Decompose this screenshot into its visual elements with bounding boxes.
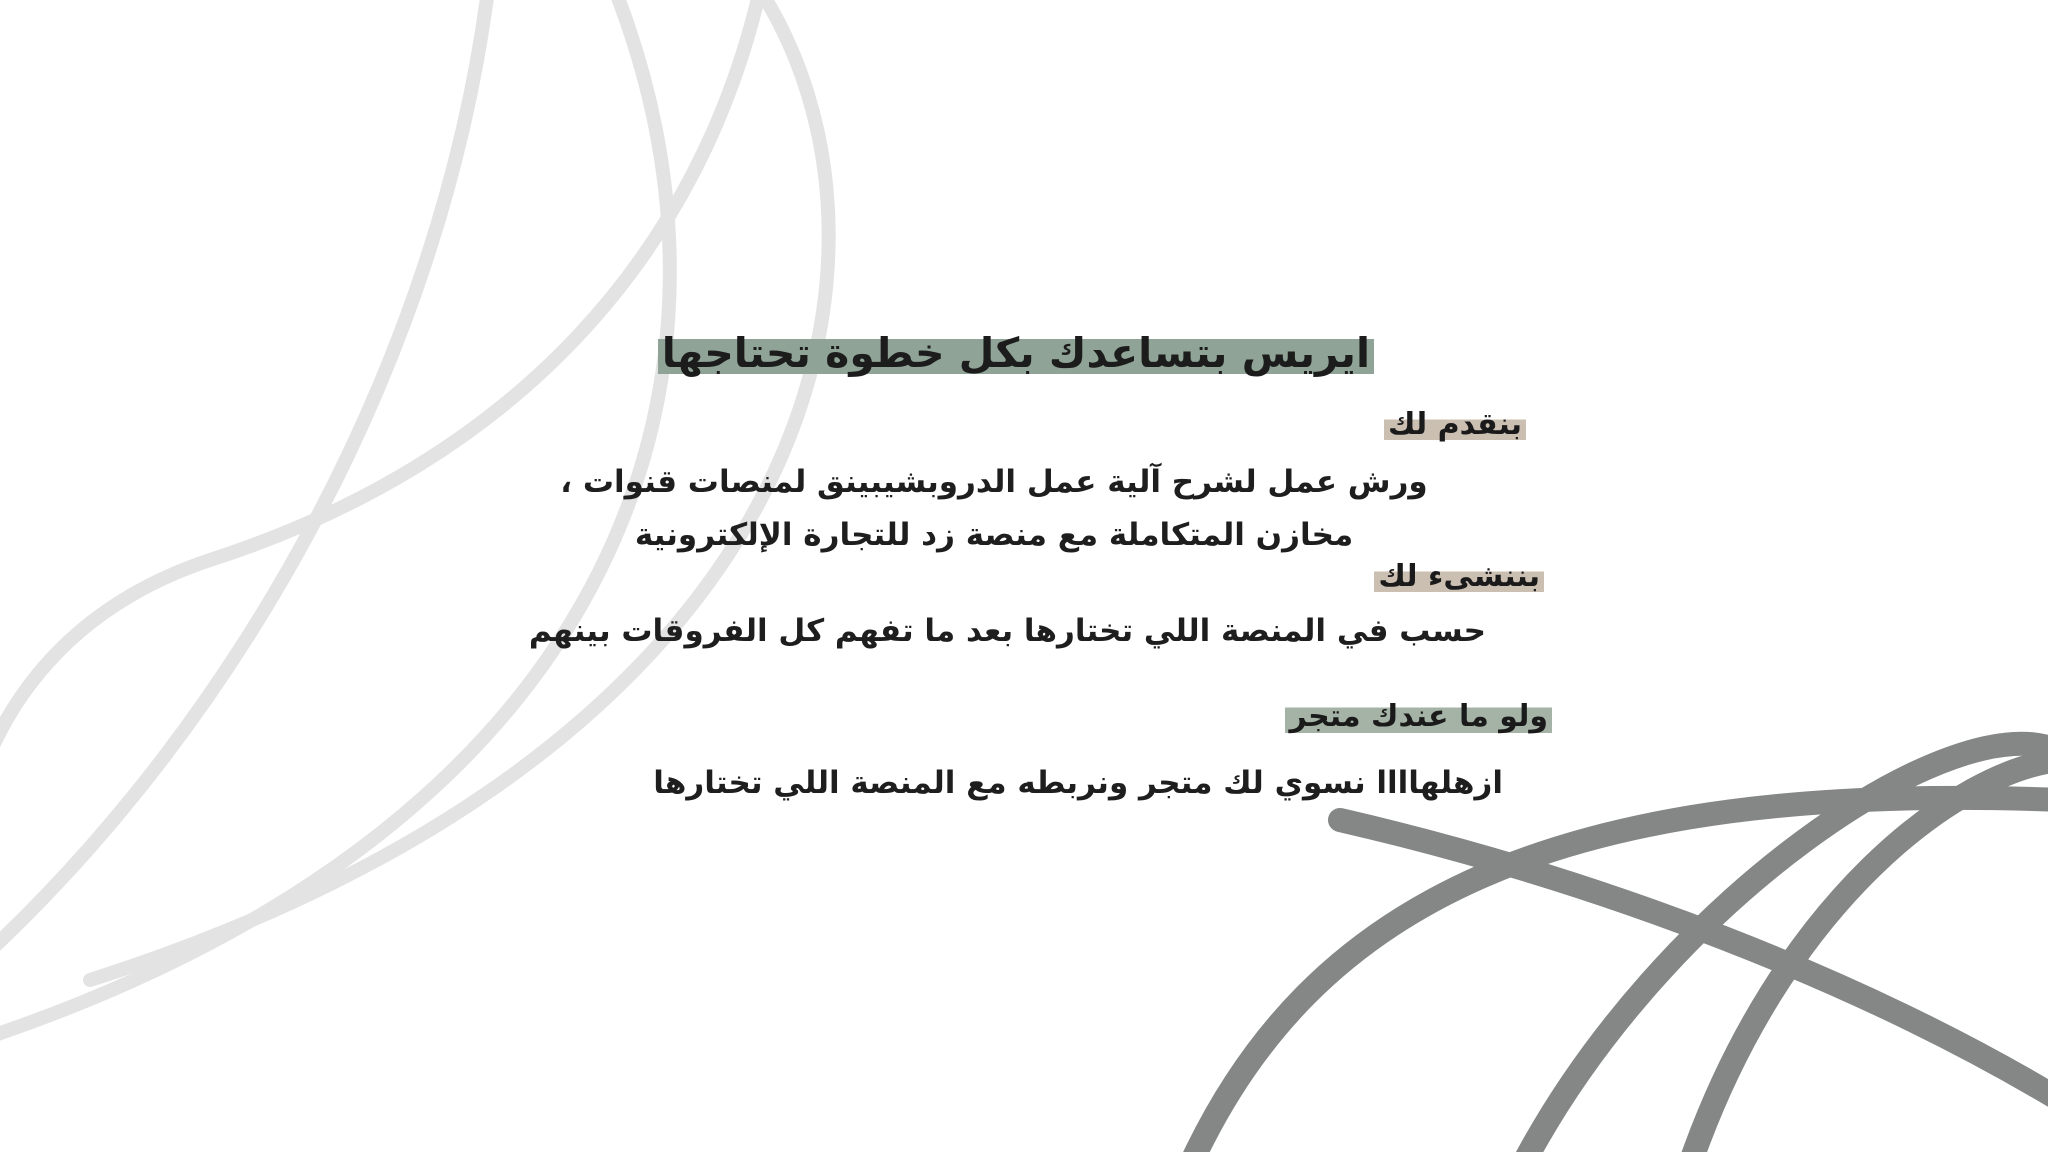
section-body-no-store: ازهلهاااا نسوي لك متجر ونربطه مع المنصة اللي تختارها [653,765,1503,801]
section-label-no-store: ولو ما عندك متجر [1285,698,1552,736]
section-label-create: بننشىء لك [1374,558,1544,596]
slide-title: ايريس بتساعدك بكل خطوة تحتاجها [658,328,1374,379]
section-label-offer: بنقدم لك [1384,406,1526,444]
section-body-offer: ورش عمل لشرح آلية عمل الدروبشيبينق لمنصات قنوات ، مخازن المتكاملة مع منصة زد للتجارة الإلكترونية [560,464,1428,553]
dark-curve-4 [1340,820,2048,1100]
light-curve-1 [0,0,488,960]
section-body-create: حسب في المنصة اللي تختارها بعد ما تفهم كل الفروقات بينهم [528,613,1486,649]
dark-curve-1 [1188,798,2048,1152]
